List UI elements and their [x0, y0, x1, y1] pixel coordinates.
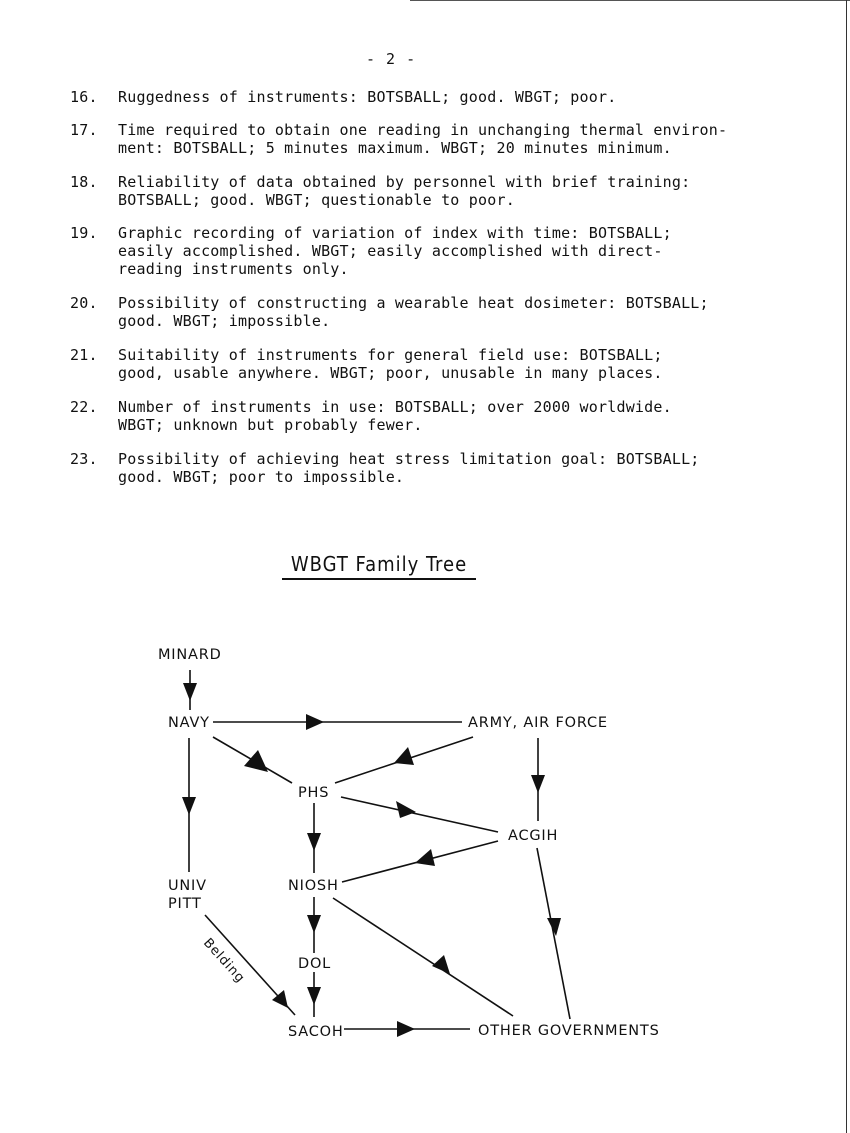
node-dol: DOL: [298, 956, 332, 972]
page-number: - 2 -: [366, 50, 417, 68]
arrowhead-icon: [397, 1021, 415, 1037]
node-univ: UNIV: [168, 878, 207, 894]
arrowhead-icon: [432, 955, 450, 974]
node-navy: NAVY: [168, 715, 210, 731]
edge-acgih-othergov: [537, 848, 570, 1019]
item-number: 20.: [70, 294, 98, 312]
node-acgih: ACGIH: [508, 828, 559, 844]
item-number: 16.: [70, 88, 98, 106]
arrowhead-icon: [415, 849, 435, 866]
arrowhead-icon: [182, 797, 196, 815]
item-text: Time required to obtain one reading in unchanging thermal environ- ment: BOTSBALL; 5 minutes maximum. WBGT; 20 minutes minimum.: [118, 121, 728, 157]
arrowhead-icon: [396, 801, 416, 818]
item-text: Reliability of data obtained by personnel with brief training: BOTSBALL; good. WBGT; questionable to poor.: [118, 173, 691, 209]
arrowhead-icon: [394, 747, 414, 765]
arrowhead-icon: [244, 750, 268, 772]
item-text: Ruggedness of instruments: BOTSBALL; good. WBGT; poor.: [118, 88, 617, 106]
edge-niosh-othergov: [333, 898, 513, 1016]
item-text: Graphic recording of variation of index with time: BOTSBALL; easily accomplished. WBGT; easily accomplished with direct- reading instruments only.: [118, 224, 672, 278]
item-text: Number of instruments in use: BOTSBALL; over 2000 worldwide. WBGT; unknown but probably fewer.: [118, 398, 672, 434]
node-other-governments: OTHER GOVERNMENTS: [478, 1023, 660, 1039]
item-number: 22.: [70, 398, 98, 416]
arrowhead-icon: [307, 987, 321, 1005]
edge-phs-acgih: [341, 797, 498, 832]
node-sacoh: SACOH: [288, 1024, 344, 1040]
item-text: Possibility of achieving heat stress limitation goal: BOTSBALL; good. WBGT; poor to impossible.: [118, 450, 700, 486]
arrowhead-icon: [306, 714, 324, 730]
item-number: 19.: [70, 224, 98, 242]
item-number: 21.: [70, 346, 98, 364]
arrowhead-icon: [531, 775, 545, 793]
item-text: Possibility of constructing a wearable heat dosimeter: BOTSBALL; good. WBGT; impossible.: [118, 294, 709, 330]
node-phs: PHS: [298, 785, 330, 801]
item-number: 17.: [70, 121, 98, 139]
item-number: 23.: [70, 450, 98, 468]
arrowhead-icon: [183, 683, 197, 701]
item-number: 18.: [70, 173, 98, 191]
arrowhead-icon: [307, 915, 321, 933]
tree-nodes: [158, 647, 660, 1040]
arrowhead-icon: [307, 833, 321, 851]
node-pitt: PITT: [168, 896, 202, 912]
node-niosh: NIOSH: [288, 878, 339, 894]
item-text: Suitability of instruments for general field use: BOTSBALL; good, usable anywhere. WBGT; poor, unusable in many places.: [118, 346, 663, 382]
family-tree-title: WBGT Family Tree: [290, 552, 468, 576]
edge-label-belding: Belding: [200, 935, 248, 987]
node-army-air-force: ARMY, AIR FORCE: [468, 715, 608, 731]
node-minard: MINARD: [158, 647, 222, 663]
